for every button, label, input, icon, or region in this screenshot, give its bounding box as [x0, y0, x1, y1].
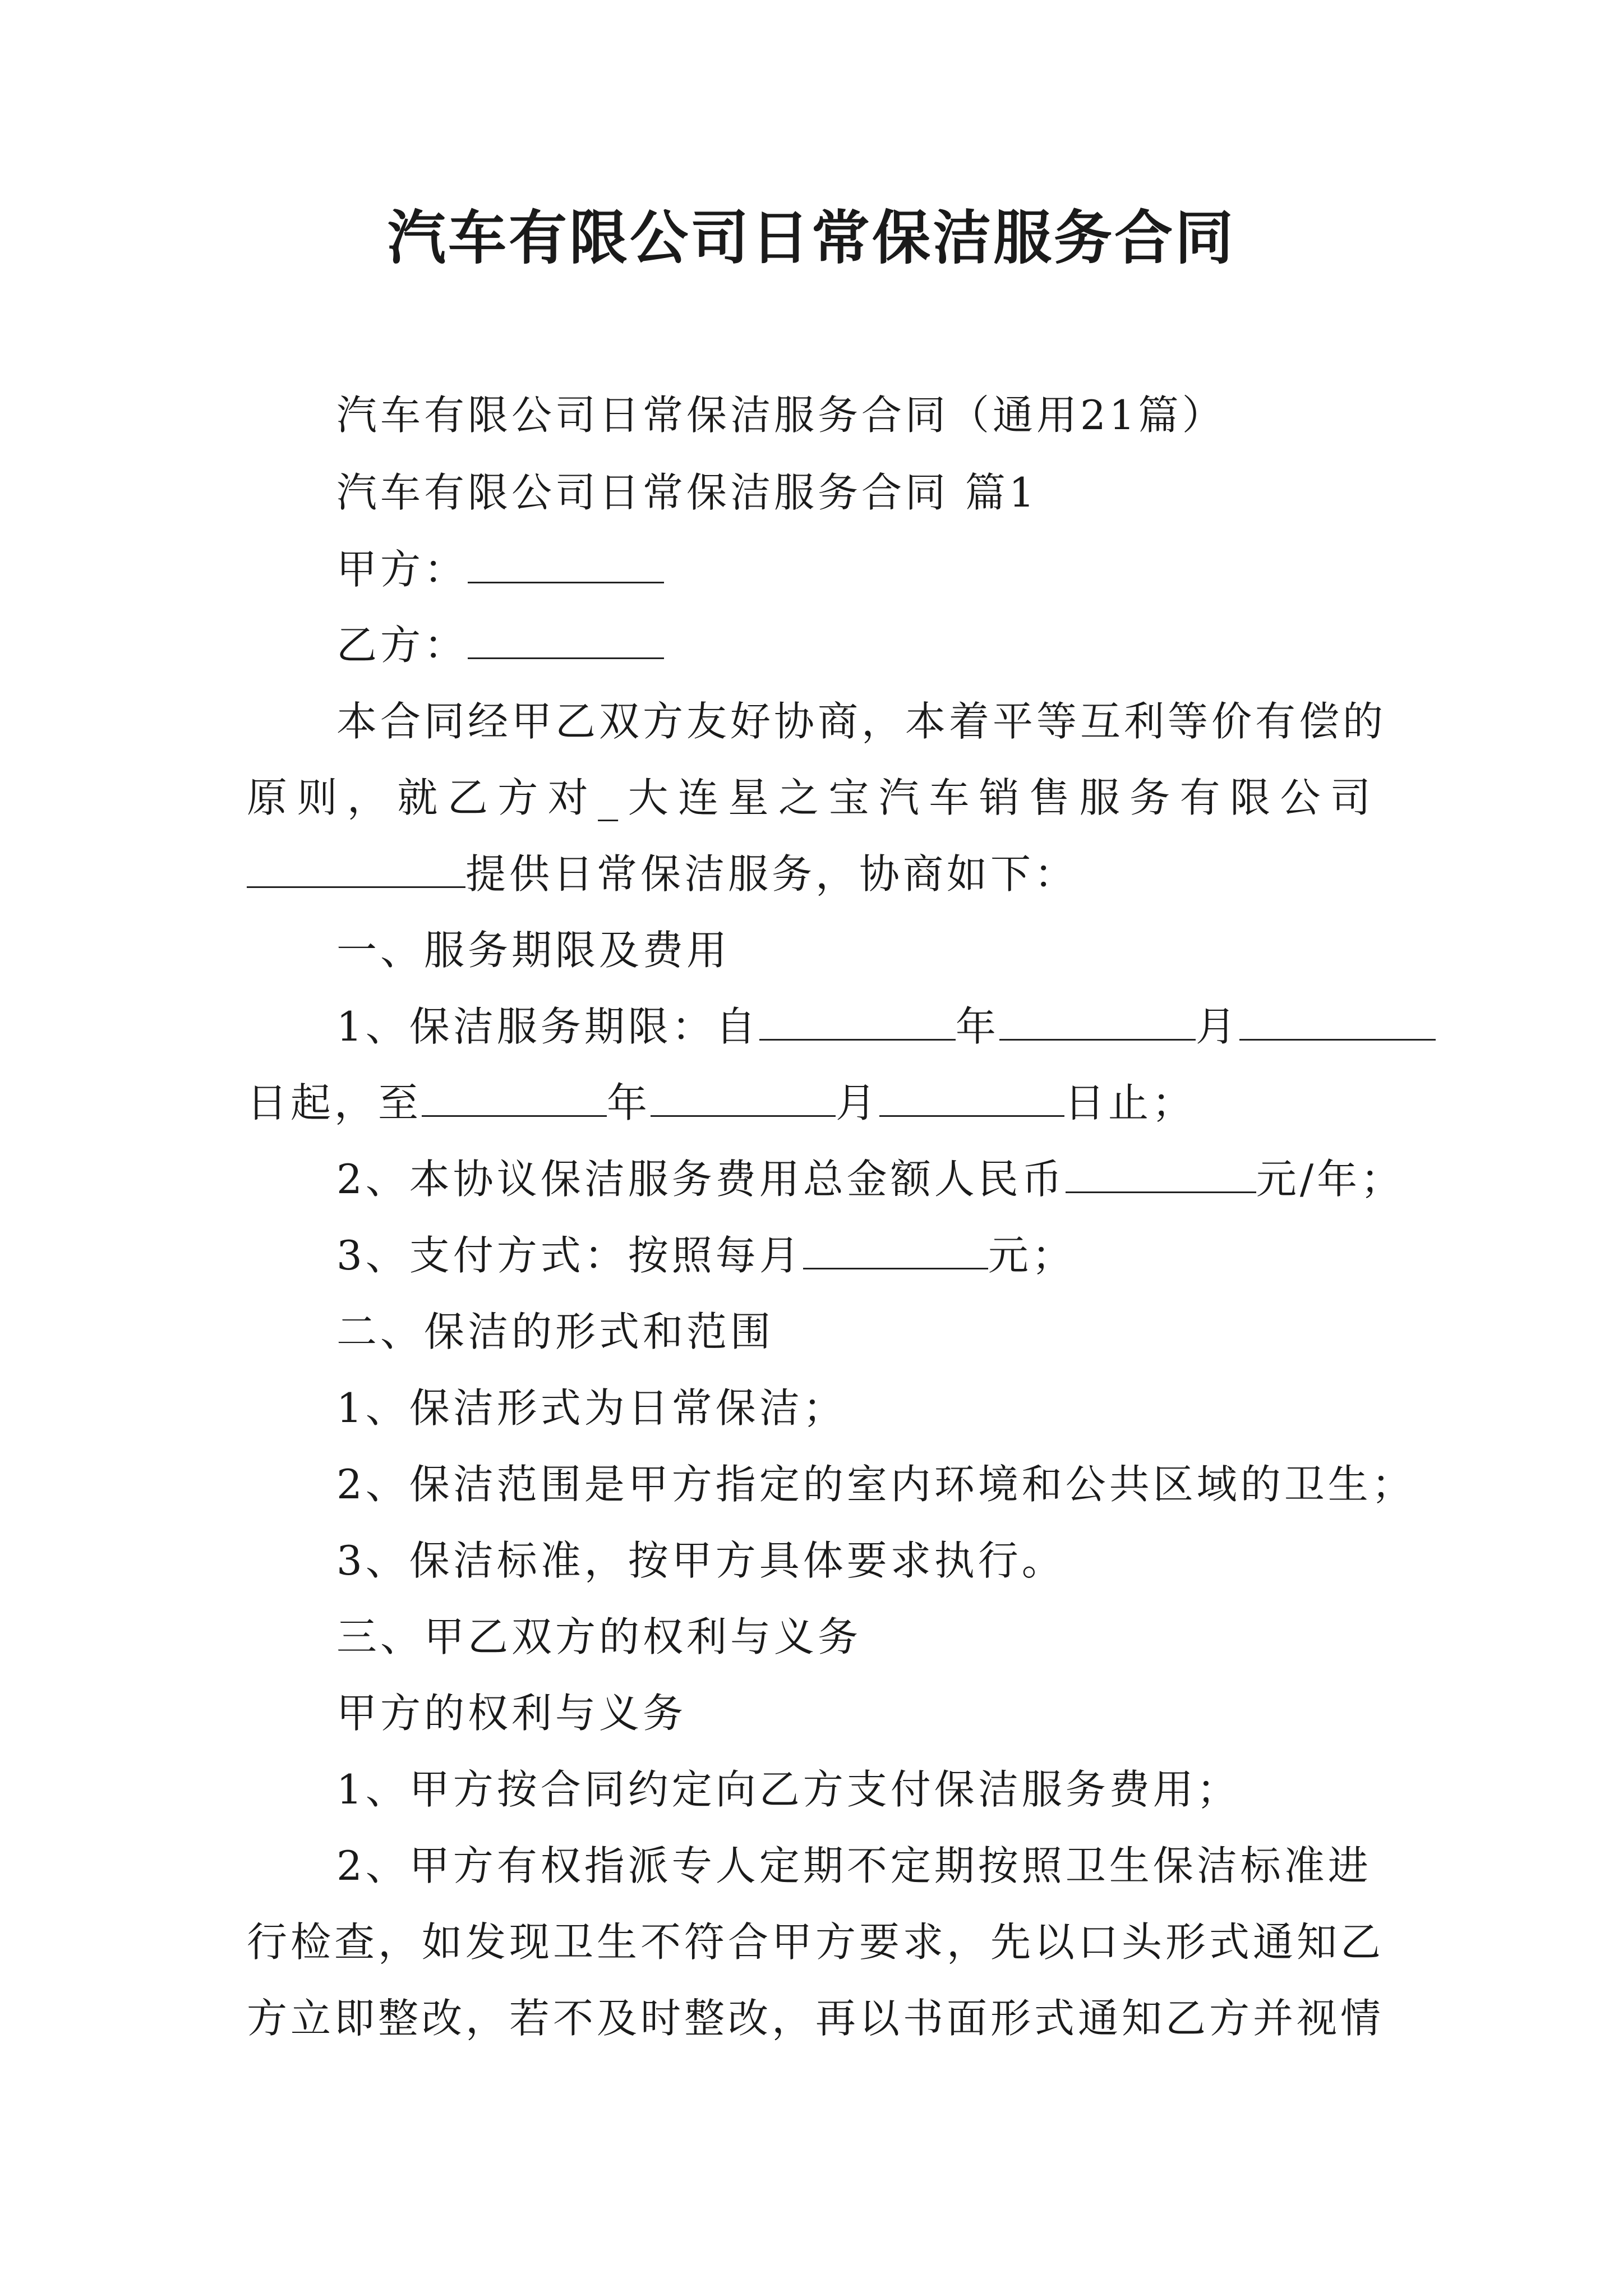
paragraph-line: [336, 1151, 1404, 1207]
label: 乙方：: [336, 622, 468, 669]
section-heading: [336, 1609, 861, 1665]
section-heading: [336, 464, 1038, 521]
text: 1、保洁服务期限：自: [336, 1003, 759, 1050]
text: 月: [836, 1079, 880, 1126]
text: 日止；: [1064, 1079, 1196, 1126]
total-amount-blank[interactable]: [1066, 1152, 1256, 1193]
paragraph-line: [336, 1838, 1372, 1894]
text: 1、保洁形式为日常保洁；: [336, 1384, 847, 1432]
text: 提供日常保洁服务，协商如下：: [465, 850, 1078, 898]
monthly-amount-blank[interactable]: [803, 1228, 988, 1269]
end-month-blank[interactable]: [651, 1076, 836, 1117]
text: 3、保洁标准，按甲方具体要求执行。: [336, 1537, 1066, 1584]
text: 原则，就乙方对_大连星之宝汽车销售服务有限公司: [247, 774, 1376, 821]
text: 2、本协议保洁服务费用总金额人民币: [336, 1156, 1066, 1203]
text: 行检查，如发现卫生不符合甲方要求，先以口头形式通知乙: [247, 1918, 1385, 1966]
section-heading: [336, 922, 730, 978]
text: 一、服务期限及费用: [336, 927, 731, 974]
text: 3、支付方式：按照每月: [336, 1232, 803, 1279]
party-a-blank[interactable]: [468, 542, 664, 583]
paragraph-line: [247, 770, 1376, 826]
text: 年: [955, 1003, 999, 1050]
label: 甲方：: [336, 546, 468, 593]
party-b-blank[interactable]: [468, 618, 664, 659]
paragraph-line: [336, 693, 1386, 749]
text: 二、保洁的形式和范围: [336, 1308, 774, 1355]
paragraph-line: [247, 1075, 1196, 1131]
text: 汽车有限公司日常保洁服务合同 篇1: [336, 469, 1038, 516]
text: 本合同经甲乙双方友好协商，本着平等互利等价有偿的: [336, 698, 1387, 745]
start-day-blank[interactable]: [1239, 1000, 1436, 1041]
paragraph-line: [336, 1380, 847, 1436]
paragraph-line: [247, 1914, 1384, 1970]
text: 元；: [988, 1232, 1076, 1279]
text: 元/年；: [1256, 1156, 1405, 1203]
party-a-line: [336, 541, 664, 597]
end-day-blank[interactable]: [879, 1076, 1064, 1117]
document-title: 汽车有限公司日常保洁服务合同: [387, 204, 1235, 272]
paragraph-line: [247, 1990, 1384, 2046]
paragraph-line: [336, 1227, 1076, 1283]
paragraph-line: [336, 1456, 1415, 1512]
subsection-heading: [336, 1685, 686, 1741]
paragraph-line: [336, 1533, 1066, 1589]
text: 1、甲方按合同约定向乙方支付保洁服务费用；: [336, 1766, 1241, 1813]
end-year-blank[interactable]: [422, 1076, 607, 1117]
text: 2、甲方有权指派专人定期不定期按照卫生保洁标准进: [336, 1842, 1372, 1889]
text: 甲方的权利与义务: [336, 1690, 687, 1737]
paragraph-line: [336, 999, 1436, 1055]
text: 月: [1195, 1003, 1239, 1050]
paragraph-line: [336, 1761, 1241, 1818]
text: 2、保洁范围是甲方指定的室内环境和公共区域的卫生；: [336, 1461, 1415, 1508]
text: 三、甲乙双方的权利与义务: [336, 1613, 862, 1660]
party-b-line: [336, 617, 664, 673]
start-year-blank[interactable]: [759, 1000, 956, 1041]
section-heading: [336, 1304, 774, 1360]
subtitle-line: [336, 387, 1226, 443]
text: 年: [607, 1079, 651, 1126]
text: 日起，至: [247, 1079, 422, 1126]
start-month-blank[interactable]: [999, 1000, 1196, 1041]
paragraph-line: [247, 846, 1078, 902]
blank-field[interactable]: [247, 847, 465, 888]
text: 汽车有限公司日常保洁服务合同（通用21篇）: [336, 392, 1226, 439]
text: 方立即整改，若不及时整改，再以书面形式通知乙方并视情: [247, 1995, 1385, 2042]
